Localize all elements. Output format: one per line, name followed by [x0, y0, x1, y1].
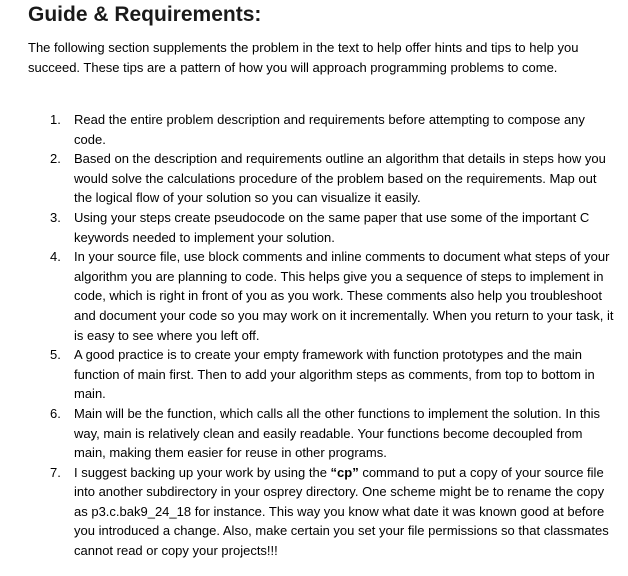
list-item-text: Main will be the function, which calls all the other functions to implement the solution. In this way, main is relatively clean and easily readable. Your functions become decoupled from main, making them easier for reuse in other programs. [74, 405, 601, 461]
steps-list [28, 110, 614, 561]
list-item-text: Based on the description and requirements outline an algorithm that details in steps how you would solve the calculations procedure of the problem based on the requirements. Map out the logical flow of your solution so you can visualize it easily. [74, 151, 606, 206]
list-item-number: 5. [50, 347, 61, 363]
list-item-text-start: I suggest backing up your work by using the [74, 464, 331, 480]
list-item [28, 463, 614, 561]
list-item [28, 208, 614, 247]
list-item [28, 149, 614, 208]
list-item [28, 110, 614, 149]
list-item-number: 3. [50, 209, 61, 225]
list-item-text: Read the entire problem description and requirements before attempting to compose any code. [74, 112, 585, 147]
list-item-text: Using your steps create pseudocode on the same paper that use some of the important C keywords needed to implement your solution. [74, 209, 590, 245]
list-item [28, 345, 614, 404]
list-item-number: 7. [50, 464, 61, 480]
list-item [28, 404, 614, 463]
list-item-text: A good practice is to create your empty framework with function prototypes and the main function of main first. Then to add your algorithm steps as comments, from top to bottom in main. [74, 347, 595, 402]
list-item [28, 247, 614, 345]
list-item-number: 1. [50, 112, 61, 127]
list-item-number: 6. [50, 405, 61, 421]
list-item-text [74, 463, 614, 561]
list-item-text-end: command to put a copy of your source file into another subdirectory in your osprey directory. One scheme might be to rename the copy as p3.c.bak9_24_18 for instance. This way you know what date it was known good at before you introduced a change. Also, make certain you set your file permissions so that classmates cannot read or copy your projects!!! [74, 464, 609, 559]
intro-paragraph: The following section supplements the problem in the text to help offer hints and tips to help you succeed. These tips are a pattern of how you will approach programming problems to come. [28, 40, 579, 75]
page-title: Guide & Requirements: [28, 3, 262, 26]
list-item-number: 4. [50, 249, 61, 265]
list-item-text: In your source file, use block comments and inline comments to document what steps of your algorithm you are planning to code. This helps give you a sequence of steps to implement in code, which is right in front of you as you work. These comments also help you troubleshoot and document your code so you may work on it incrementally. When you return to your task, it is easy to see where you left off. [74, 249, 614, 343]
list-item-number: 2. [50, 151, 61, 167]
command-name: “cp” [330, 464, 359, 480]
